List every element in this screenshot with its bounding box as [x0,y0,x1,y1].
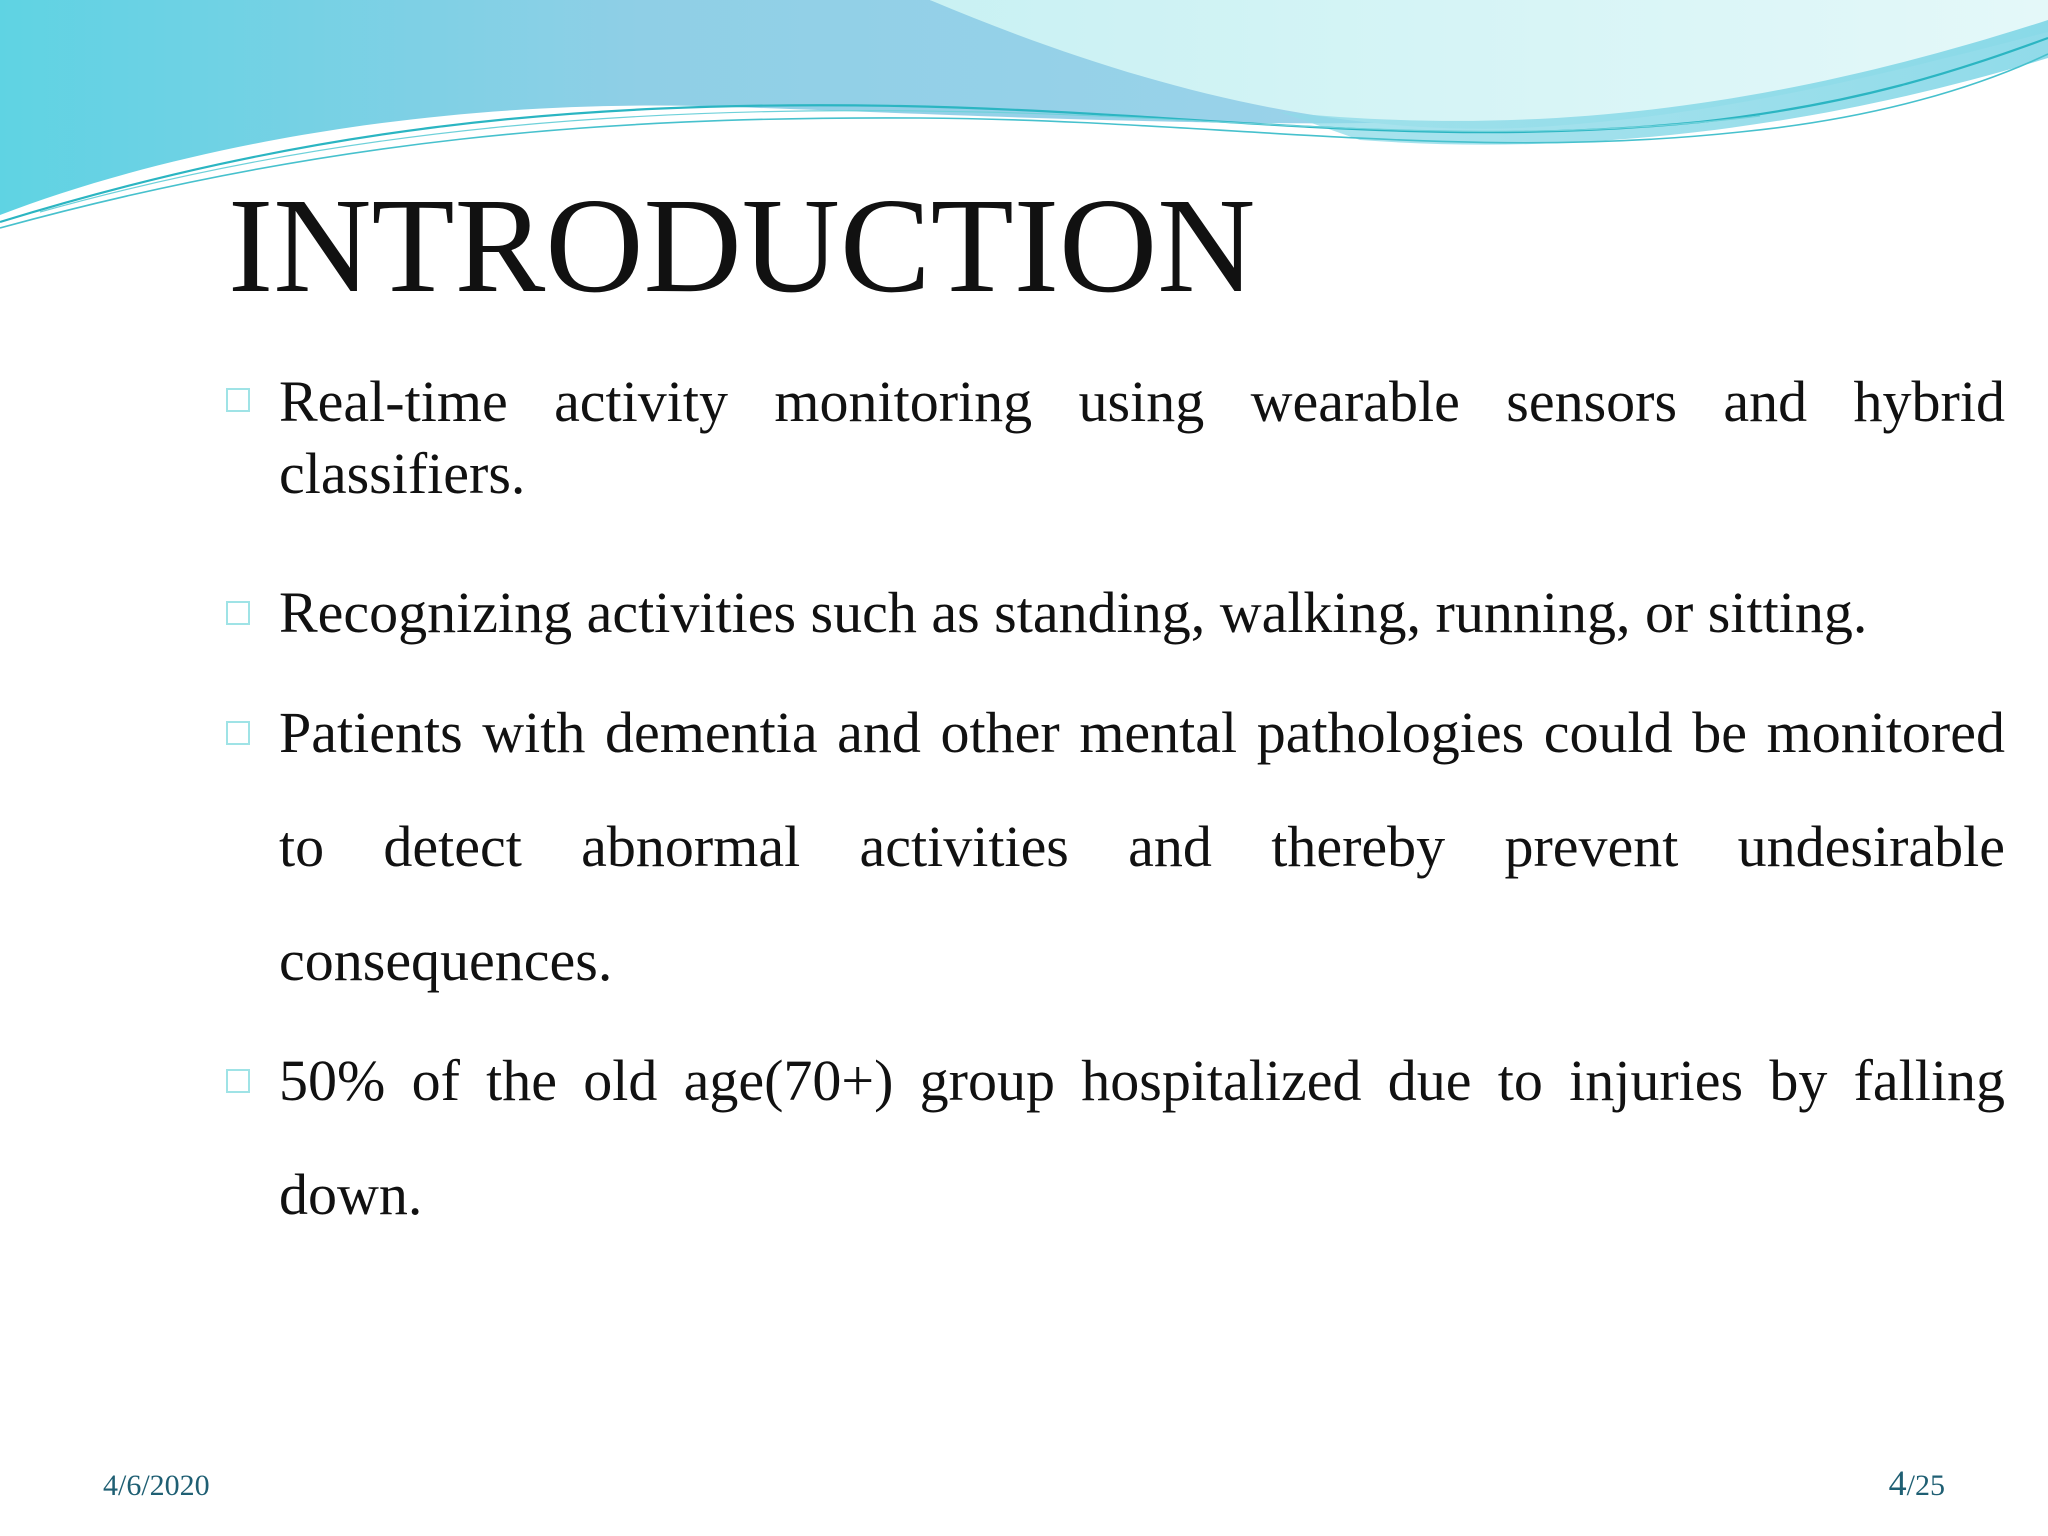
bullet-text: Real-time activity monitoring using wearable sensors and hybrid classifiers. [279,369,2005,506]
bullet-item [220,1024,2005,1252]
page-separator: / [1906,1469,1915,1502]
bullet-list [220,366,2005,1252]
bullet-item [220,556,2005,670]
hollow-square-icon [226,721,250,745]
slide-number [1889,1462,1945,1504]
page-total: 25 [1915,1469,1945,1502]
bullet-item [220,366,2005,510]
bullet-text: Patients with dementia and other mental pathologies could be monitored to detect abnormal activities and thereby prevent undesirable consequences. [279,700,2005,993]
footer-date: 4/6/2020 [103,1469,210,1502]
slide-title: INTRODUCTION [228,171,1256,321]
hollow-square-icon [226,1069,250,1093]
bullet-text: Recognizing activities such as standing, walking, running, or sitting. [279,580,1868,645]
bullet-item [220,676,2005,1018]
hollow-square-icon [226,601,250,625]
hollow-square-icon [226,388,250,412]
page-current: 4 [1888,1463,1907,1503]
bullet-text: 50% of the old age(70+) group hospitalized due to injuries by falling down. [279,1048,2005,1227]
